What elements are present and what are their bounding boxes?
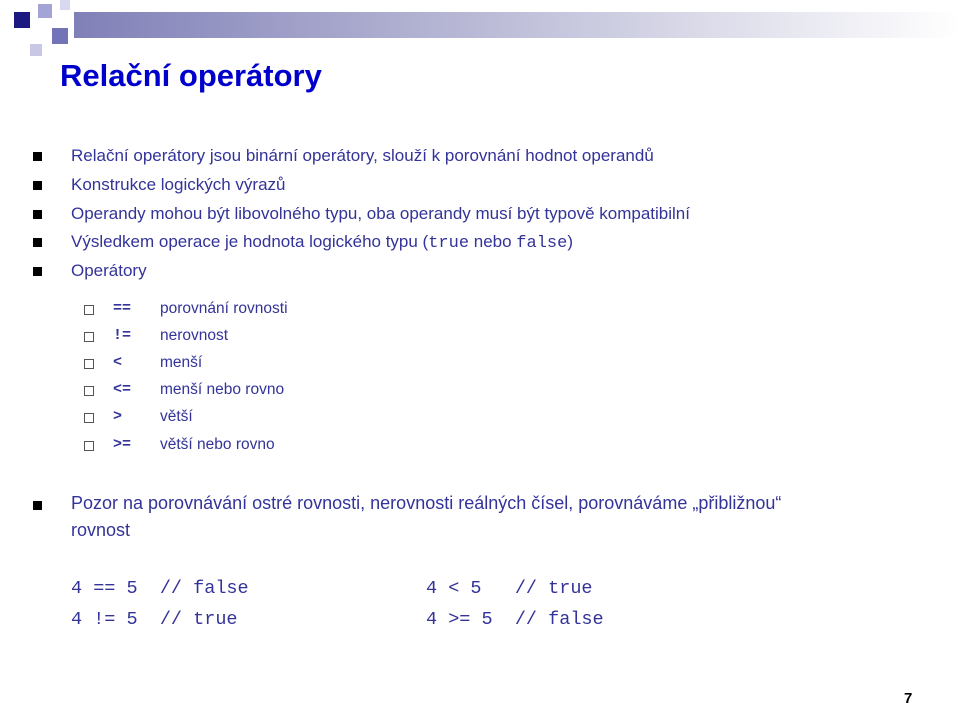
bullet-text-suffix: ) [567, 232, 573, 251]
decor-square [30, 44, 42, 56]
operator-description: větší [160, 408, 193, 425]
bullet-text: Operátory [71, 261, 147, 280]
keyword-false: false [516, 234, 568, 253]
sub-bullet-icon [84, 359, 94, 369]
operator-symbol: < [113, 354, 123, 371]
bullet-icon [33, 267, 42, 276]
code-example: 4 != 5 // true [71, 609, 238, 630]
operator-symbol: > [113, 408, 123, 425]
decor-square [60, 0, 70, 10]
bullet-text: Relační operátory jsou binární operátory, slouží k porovnání hodnot operandů [71, 146, 654, 165]
bullet-icon [33, 210, 42, 219]
keyword-true: true [428, 234, 470, 253]
sub-bullet-icon [84, 305, 94, 315]
operator-symbol: != [113, 327, 132, 344]
bullet-text: Konstrukce logických výrazů [71, 175, 286, 194]
code-example: 4 >= 5 // false [426, 609, 604, 630]
warning-text-line2: rovnost [71, 520, 131, 540]
sub-bullet-icon [84, 386, 94, 396]
code-example: 4 == 5 // false [71, 578, 249, 599]
sub-bullet-icon [84, 413, 94, 423]
operator-description: větší nebo rovno [160, 436, 275, 453]
operator-description: menší [160, 354, 203, 371]
bullet-icon [33, 501, 42, 510]
decor-square [52, 28, 68, 44]
decor-square [14, 12, 30, 28]
bullet-icon [33, 152, 42, 161]
bullet-text-prefix: Výsledkem operace je hodnota logického typu ( [71, 232, 429, 251]
warning-text-line1: Pozor na porovnávání ostré rovnosti, nerovnosti reálných čísel, porovnáváme „přibližnou“ [71, 493, 782, 513]
bullet-text-mid: nebo [469, 232, 517, 251]
operator-description: porovnání rovnosti [160, 300, 288, 317]
operator-description: menší nebo rovno [160, 381, 285, 398]
operator-symbol: >= [113, 436, 132, 453]
bullet-text-result [71, 232, 573, 253]
operator-symbol: == [113, 300, 132, 317]
bullet-icon [33, 181, 42, 190]
bullet-text: Operandy mohou být libovolného typu, oba operandy musí být typově kompatibilní [71, 204, 690, 223]
bullet-icon [33, 238, 42, 247]
sub-bullet-icon [84, 332, 94, 342]
page-number: 7 [904, 690, 913, 707]
decor-square [38, 4, 52, 18]
operator-description: nerovnost [160, 327, 229, 344]
sub-bullet-icon [84, 441, 94, 451]
operator-symbol: <= [113, 381, 132, 398]
header-gradient-bar [74, 12, 960, 38]
slide-title: Relační operátory [60, 58, 322, 93]
code-example: 4 < 5 // true [426, 578, 593, 599]
